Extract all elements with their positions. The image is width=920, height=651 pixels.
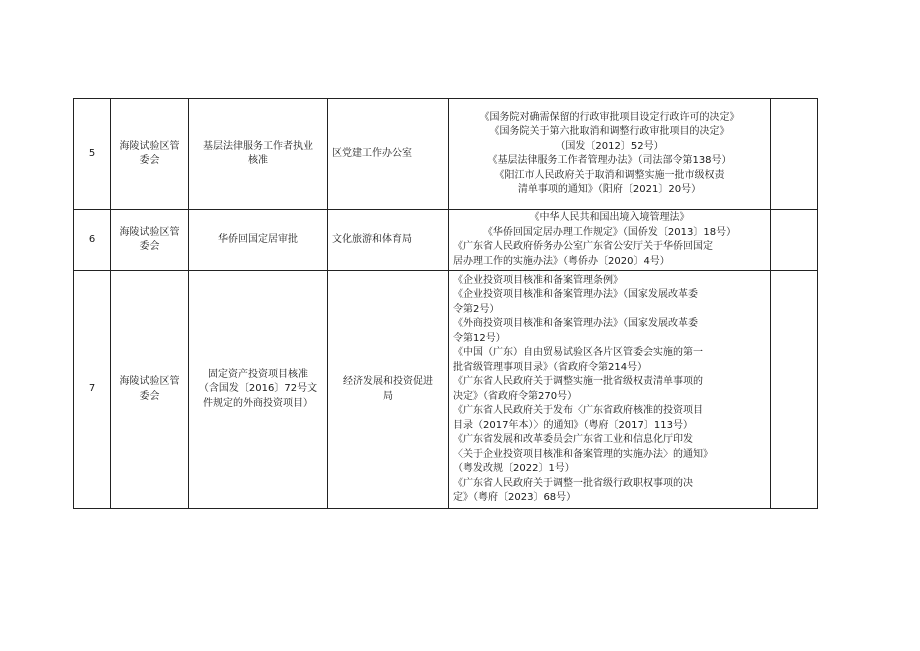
legal-basis: 《企业投资项目核准和备案管理条例》 《企业投资项目核准和备案管理办法》（国家发展改革委 令第2号） 《外商投资项目核准和备案管理办法》（国家发展改革委 令第12号） 《中国（广东）自由贸易试验区各片区管委会实施的第一 批省级管理事项目录》（省政府令第214号） 《广东省人民政府关于调整实施一批省级权责清单事项的 决定》（省政府令第270号） 《广东省人民政府关于发布〈广东省政府核准的投资项目 目录（2017年本）〉的通知》（粤府〔2017〕113号） 《广东省发展和改革委员会广东省工业和信息化厅印发 〈关于企业投资项目核准和备案管理的实施办法〉的通知》 （粤发改规〔2022〕1号） 《广东省人民政府关于调整一批省级行政职权事项的决 定》（粤府〔2023〕68号） — [449, 271, 771, 509]
matter-name: 基层法律服务工作者执业 核准 — [189, 99, 328, 210]
matter-name: 华侨回国定居审批 — [189, 210, 328, 271]
responsible-department: 文化旅游和体育局 — [328, 210, 449, 271]
row-number: 5 — [74, 99, 111, 210]
matter-name: 固定资产投资项目核准 （含国发〔2016〕72号文 件规定的外商投资项目） — [189, 271, 328, 509]
row-number: 6 — [74, 210, 111, 271]
responsible-department: 经济发展和投资促进 局 — [328, 271, 449, 509]
implementing-unit: 海陵试验区管 委会 — [111, 210, 189, 271]
table-row — [74, 210, 818, 271]
remarks-cell — [771, 271, 818, 509]
implementing-unit: 海陵试验区管 委会 — [111, 271, 189, 509]
implementing-unit: 海陵试验区管 委会 — [111, 99, 189, 210]
matters-table — [73, 98, 818, 509]
row-number: 7 — [74, 271, 111, 509]
table-row — [74, 271, 818, 509]
remarks-cell — [771, 210, 818, 271]
table-row — [74, 99, 818, 210]
responsible-department: 区党建工作办公室 — [328, 99, 449, 210]
legal-basis: 《中华人民共和国出境入境管理法》 《华侨回国定居办理工作规定》（国侨发〔2013〕18号） 《广东省人民政府侨务办公室广东省公安厅关于华侨回国定 居办理工作的实施办法》（粤侨办〔2020〕4号） — [449, 210, 771, 271]
remarks-cell — [771, 99, 818, 210]
legal-basis: 《国务院对确需保留的行政审批项目设定行政许可的决定》 《国务院关于第六批取消和调整行政审批项目的决定》 （国发〔2012〕52号） 《基层法律服务工作者管理办法》（司法部令第138号） 《阳江市人民政府关于取消和调整实施一批市级权责 清单事项的通知》（阳府〔2021〕20号） — [449, 99, 771, 210]
